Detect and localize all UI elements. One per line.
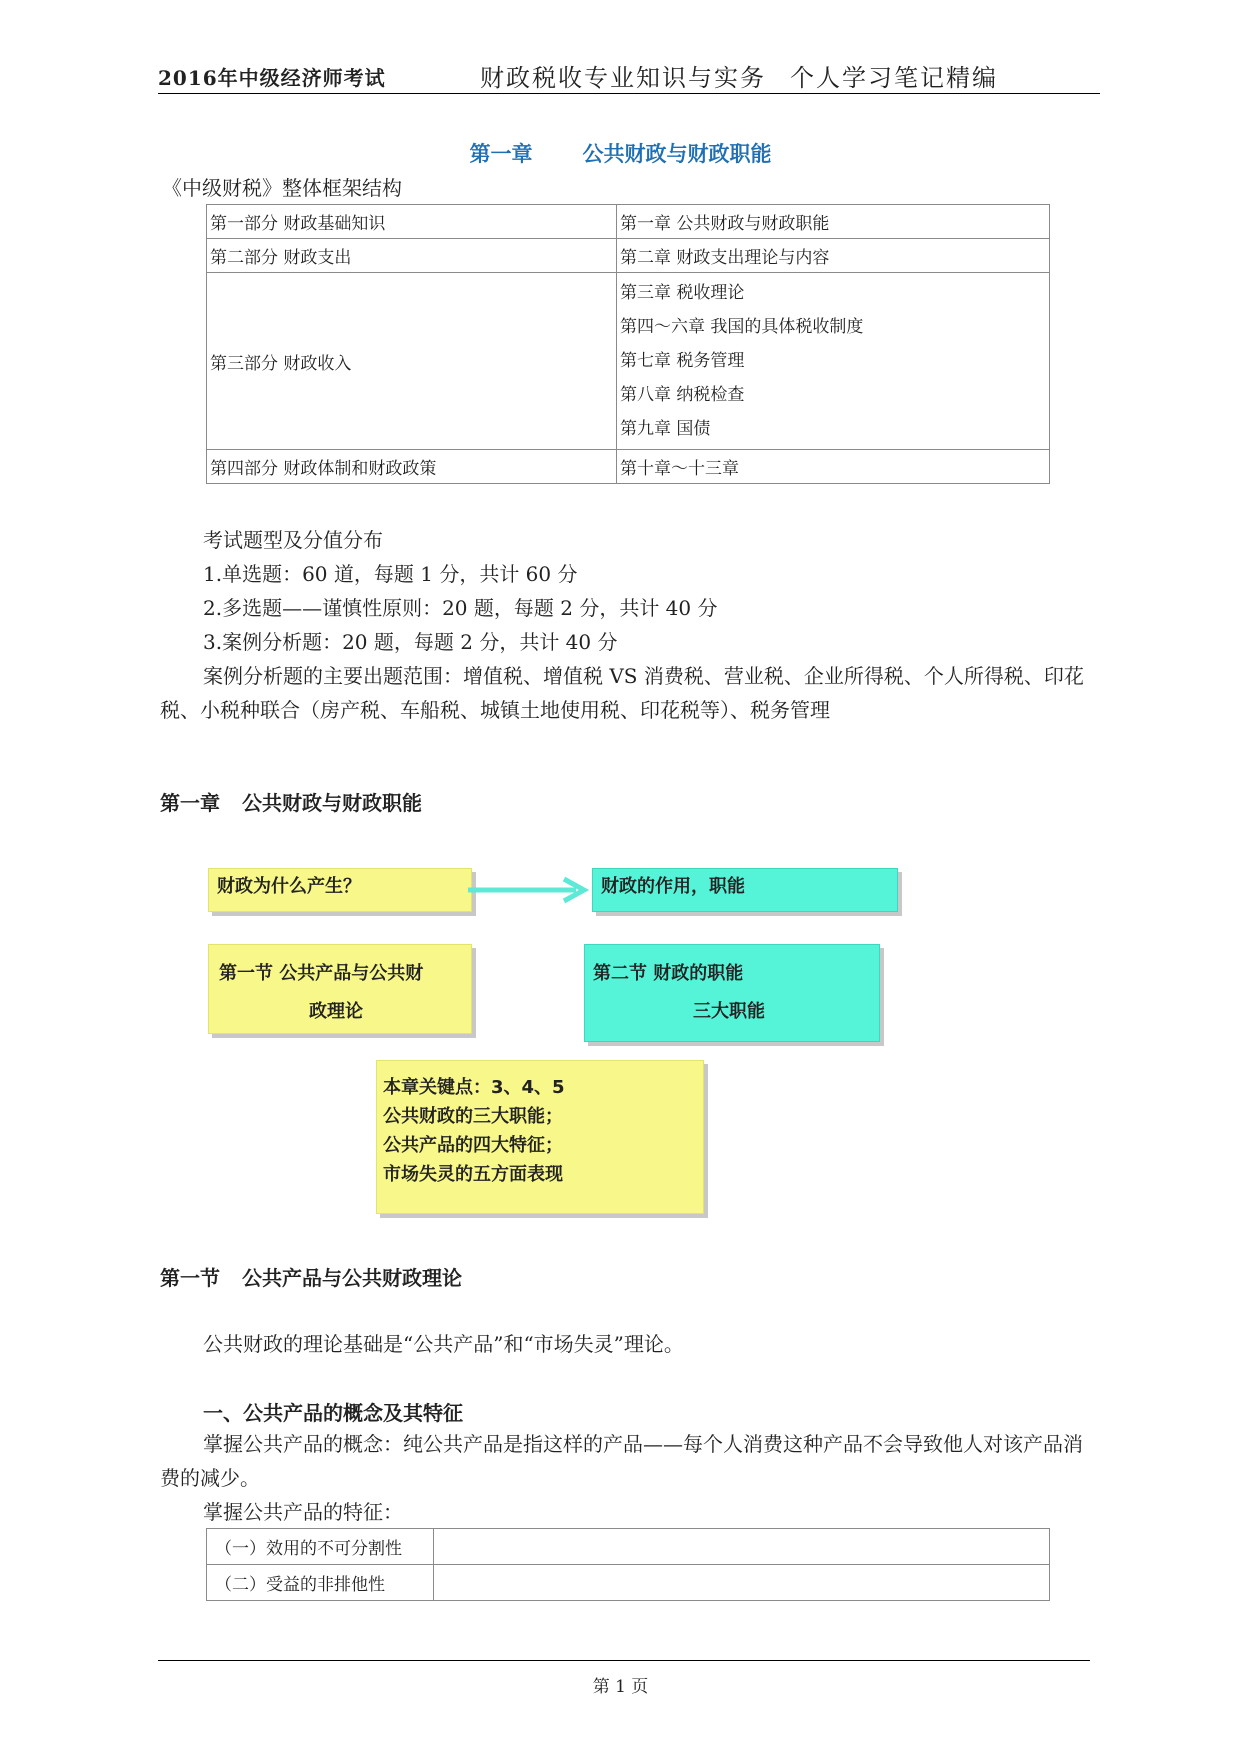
part-cell: 第三部分 财政收入 xyxy=(207,273,617,450)
subsection-heading: 一、公共产品的概念及其特征 xyxy=(203,1401,463,1425)
feature-cell: （一）效用的不可分割性 xyxy=(207,1529,434,1565)
footer-divider xyxy=(158,1660,1090,1661)
arrow-icon xyxy=(464,875,592,905)
features-table xyxy=(206,1528,1050,1601)
part-cell: 第四部分 财政体制和财政政策 xyxy=(207,450,617,484)
section1-heading-name: 公共产品与公共财政理论 xyxy=(242,1266,462,1290)
header-subject: 财政税收专业知识与实务 xyxy=(480,64,766,92)
chapter-item: 第八章 纳税检查 xyxy=(620,385,745,405)
table-row xyxy=(207,450,1050,484)
key-point: 公共产品的四大特征； xyxy=(383,1135,563,1156)
key-point: 公共财政的三大职能； xyxy=(383,1106,563,1127)
part-cell: 第二部分 财政支出 xyxy=(207,239,617,273)
concept-section xyxy=(160,1427,1100,1529)
concept-text: 掌握公共产品的概念：纯公共产品是指这样的产品——每个人消费这种产品不会导致他人对该产品消费的减少。 xyxy=(160,1432,1083,1490)
key-points-box xyxy=(376,1060,704,1214)
framework-title: 《中级财税》整体框架结构 xyxy=(162,176,402,200)
section1-heading-number: 第一节 xyxy=(160,1266,220,1290)
chapter-heading-name: 公共财政与财政职能 xyxy=(242,791,422,815)
chapter-heading xyxy=(160,787,422,816)
chapter-name: 公共财政与财政职能 xyxy=(582,142,772,166)
chapter-cell: 第一章 公共财政与财政职能 xyxy=(617,205,1050,239)
feature-cell: （二）受益的非排他性 xyxy=(207,1565,434,1601)
page-header xyxy=(158,56,1098,96)
table-row xyxy=(207,205,1050,239)
chapter-item: 第九章 国债 xyxy=(620,419,711,439)
section2-box-line2: 三大职能 xyxy=(693,1001,765,1022)
exam-item: 2.多选题——谨慎性原则：20 题，每题 2 分，共计 40 分 xyxy=(203,596,718,620)
table-row xyxy=(207,239,1050,273)
chapter-cell: 第十章～十三章 xyxy=(617,450,1050,484)
chapter-heading-number: 第一章 xyxy=(160,791,220,815)
key-points-list xyxy=(383,1073,565,1189)
section2-box xyxy=(584,944,880,1042)
section2-box-line1: 第二节 财政的职能 xyxy=(593,963,744,984)
finance-role-box: 财政的作用，职能 xyxy=(592,868,898,912)
section1-box-line1: 第一节 公共产品与公共财 xyxy=(219,963,424,984)
table-row xyxy=(207,273,1050,450)
chapter-cell xyxy=(617,273,1050,450)
why-finance-box: 财政为什么产生？ xyxy=(208,868,472,912)
features-intro: 掌握公共产品的特征： xyxy=(203,1500,403,1524)
header-exam-year: 2016年中级经济师考试 xyxy=(158,66,386,90)
exam-section xyxy=(160,523,1100,727)
exam-item: 1.单选题：60 道，每题 1 分，共计 60 分 xyxy=(203,562,578,586)
chapter-title xyxy=(0,138,1241,168)
table-row xyxy=(207,1565,1050,1601)
chapter-item: 第四～六章 我国的具体税收制度 xyxy=(620,317,864,337)
section1-box xyxy=(208,944,472,1034)
exam-title: 考试题型及分值分布 xyxy=(203,528,383,552)
header-notes: 个人学习笔记精编 xyxy=(790,64,998,92)
part-cell: 第一部分 财政基础知识 xyxy=(207,205,617,239)
case-scope: 案例分析题的主要出题范围：增值税、增值税 VS 消费税、营业税、企业所得税、个人所得税、印花税、小税种联合（房产税、车船税、城镇土地使用税、印花税等）、税务管理 xyxy=(160,664,1084,722)
chapter-item: 第七章 税务管理 xyxy=(620,351,745,371)
chapter-item: 第三章 税收理论 xyxy=(620,283,745,303)
framework-table xyxy=(206,204,1050,484)
chapter-cell: 第二章 财政支出理论与内容 xyxy=(617,239,1050,273)
section1-intro: 公共财政的理论基础是“公共产品”和“市场失灵”理论。 xyxy=(203,1332,684,1356)
section1-heading xyxy=(160,1262,462,1291)
feature-detail-cell xyxy=(434,1565,1050,1601)
key-point: 本章关键点：3、4、5 xyxy=(383,1077,565,1098)
chapter-number: 第一章 xyxy=(469,142,533,166)
table-row xyxy=(207,1529,1050,1565)
page-number: 第 1 页 xyxy=(592,1677,649,1697)
key-point: 市场失灵的五方面表现 xyxy=(383,1164,563,1185)
header-divider xyxy=(158,93,1100,94)
exam-item: 3.案例分析题：20 题，每题 2 分，共计 40 分 xyxy=(203,630,618,654)
section1-box-line2: 政理论 xyxy=(309,1001,363,1022)
feature-detail-cell xyxy=(434,1529,1050,1565)
